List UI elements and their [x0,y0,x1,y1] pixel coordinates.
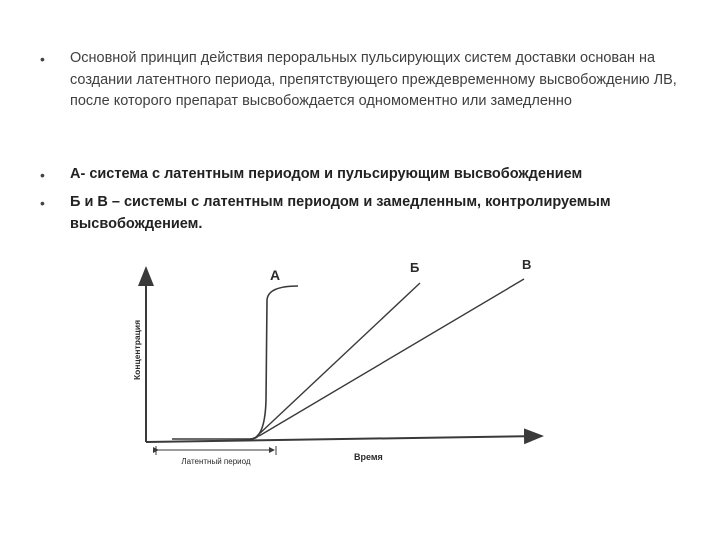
curve-b [257,283,420,436]
bullet-marker: • [40,51,45,67]
bullet-text: А- система с латентным периодом и пульсирующим высвобождением [70,166,583,182]
curve-b-label: Б [410,260,420,275]
curve-v [259,279,524,436]
bullet-marker: • [40,195,45,211]
bullet-item-principle [40,48,680,113]
curve-v-label: В [522,257,532,272]
bullet-text: Основной принцип действия пероральных пульсирующих систем доставки основан на создании латентного периода, препятствующего преждевременному высвобождению ЛВ, после которого препарат высвобождается одномоментно или замедленно [70,50,677,109]
latent-period-label: Латентный период [181,457,251,466]
bullet-item-system-a [40,164,680,186]
release-profile-diagram [128,250,568,480]
bullet-item-systems-b-v [40,192,680,235]
curve-a [250,286,298,439]
y-axis-label: Концентрация [132,319,142,381]
curve-a-label: А [270,267,281,283]
x-axis-label: Время [354,452,383,462]
curve-baseline [172,435,259,439]
bullet-text: Б и В – системы с латентным периодом и замедленным, контролируемым высвобождением. [70,194,611,232]
bullet-marker: • [40,167,45,183]
